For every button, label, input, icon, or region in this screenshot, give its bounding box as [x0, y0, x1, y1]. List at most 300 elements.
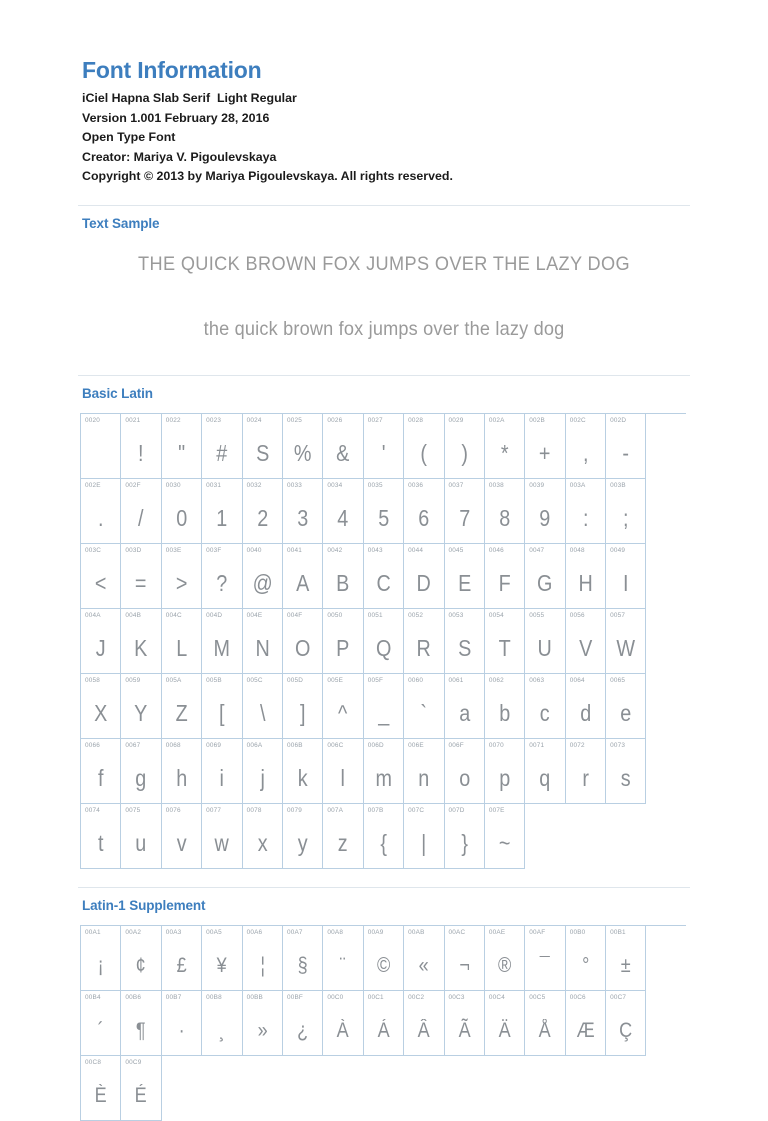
- glyph-codepoint-label: 003D: [125, 546, 142, 554]
- glyph-cell: [445, 926, 485, 991]
- glyph-codepoint-label: 0072: [569, 741, 585, 749]
- glyph-character: T: [498, 635, 511, 662]
- glyph-cell: [81, 414, 121, 479]
- glyph-character: h: [175, 765, 187, 792]
- glyph-cell: [566, 609, 606, 674]
- glyph-cell: [202, 674, 242, 739]
- glyph-character: ´: [97, 1019, 104, 1043]
- font-metadata-list: [78, 89, 690, 187]
- glyph-character: Z: [175, 700, 188, 727]
- glyph-cell: [323, 739, 363, 804]
- glyph-cell: [606, 739, 646, 804]
- glyph-codepoint-label: 007A: [327, 806, 344, 814]
- latin1-supplement-glyph-grid: [80, 925, 686, 1121]
- glyph-codepoint-label: 0028: [408, 416, 424, 424]
- glyph-cell: [445, 991, 485, 1056]
- glyph-cell: [243, 926, 283, 991]
- glyph-character: °: [581, 954, 589, 978]
- glyph-codepoint-label: 0061: [448, 676, 464, 684]
- glyph-codepoint-label: 0059: [125, 676, 141, 684]
- glyph-cell: [323, 479, 363, 544]
- glyph-character: =: [135, 570, 147, 597]
- glyph-character: L: [175, 635, 187, 662]
- glyph-character: c: [540, 700, 550, 727]
- glyph-character: §: [297, 954, 308, 978]
- glyph-codepoint-label: 0023: [206, 416, 222, 424]
- glyph-cell: [404, 804, 444, 869]
- glyph-codepoint-label: 004C: [165, 611, 182, 619]
- glyph-character: ¶: [136, 1019, 146, 1043]
- glyph-cell: [364, 804, 404, 869]
- glyph-character: l: [340, 765, 346, 792]
- glyph-cell: [606, 544, 646, 609]
- glyph-cell: [202, 804, 242, 869]
- glyph-character: ]: [299, 700, 306, 727]
- glyph-character: K: [134, 635, 148, 662]
- glyph-character: G: [537, 570, 553, 597]
- section-divider: [78, 375, 690, 376]
- glyph-cell: [606, 991, 646, 1056]
- glyph-cell: [283, 926, 323, 991]
- glyph-cell: [283, 479, 323, 544]
- glyph-codepoint-label: 0052: [408, 611, 424, 619]
- glyph-cell: [162, 804, 202, 869]
- glyph-character: r: [582, 765, 589, 792]
- glyph-cell: [243, 544, 283, 609]
- glyph-cell: [243, 609, 283, 674]
- glyph-cell: [283, 544, 323, 609]
- glyph-cell: [202, 414, 242, 479]
- glyph-cell: [525, 479, 565, 544]
- glyph-codepoint-label: 003F: [206, 546, 222, 554]
- glyph-cell: [162, 609, 202, 674]
- basic-latin-heading: Basic Latin: [82, 385, 153, 401]
- glyph-cell: [162, 479, 202, 544]
- glyph-character: £: [176, 954, 187, 978]
- glyph-character: t: [97, 830, 104, 857]
- glyph-cell: [81, 479, 121, 544]
- glyph-codepoint-label: 0045: [448, 546, 464, 554]
- glyph-codepoint-label: 0032: [246, 481, 262, 489]
- glyph-codepoint-label: 005D: [286, 676, 304, 684]
- glyph-codepoint-label: 00C6: [569, 993, 586, 1001]
- glyph-codepoint-label: 00A7: [286, 928, 303, 936]
- font-information-block: [78, 0, 690, 187]
- glyph-character: C: [376, 570, 391, 597]
- glyph-codepoint-label: 005C: [246, 676, 263, 684]
- glyph-cell: [121, 804, 161, 869]
- glyph-cell: [485, 544, 525, 609]
- glyph-codepoint-label: 002E: [85, 481, 101, 489]
- glyph-cell: [323, 991, 363, 1056]
- glyph-character: v: [176, 830, 187, 857]
- glyph-character: ±: [620, 954, 631, 978]
- glyph-codepoint-label: 006E: [408, 741, 424, 749]
- glyph-character: Æ: [576, 1019, 595, 1043]
- glyph-character: *: [500, 440, 509, 467]
- glyph-codepoint-label: 0075: [125, 806, 141, 814]
- glyph-character: ^: [338, 700, 348, 727]
- glyph-character: .: [97, 505, 104, 532]
- glyph-character: s: [620, 765, 631, 792]
- glyph-character: n: [418, 765, 430, 792]
- glyph-cell: [121, 609, 161, 674]
- glyph-cell: [404, 479, 444, 544]
- glyph-cell: [121, 674, 161, 739]
- glyph-codepoint-label: 00B4: [85, 993, 101, 1001]
- glyph-codepoint-label: 0040: [246, 546, 262, 554]
- glyph-character: \: [259, 700, 266, 727]
- glyph-character: Â: [417, 1019, 430, 1043]
- glyph-codepoint-label: 0035: [367, 481, 383, 489]
- glyph-codepoint-label: 00C4: [488, 993, 505, 1001]
- glyph-codepoint-label: 006B: [286, 741, 303, 749]
- glyph-cell: [364, 926, 404, 991]
- glyph-cell: [485, 739, 525, 804]
- glyph-character: H: [578, 570, 593, 597]
- glyph-character: Á: [377, 1019, 390, 1043]
- glyph-cell: [364, 991, 404, 1056]
- glyph-character: 0: [175, 505, 187, 532]
- glyph-cell: [606, 479, 646, 544]
- basic-latin-section: [78, 375, 690, 869]
- glyph-cell: [566, 991, 606, 1056]
- glyph-character: D: [416, 570, 431, 597]
- glyph-cell: [525, 609, 565, 674]
- glyph-cell: [445, 739, 485, 804]
- glyph-codepoint-label: 007C: [408, 806, 425, 814]
- glyph-cell: [404, 739, 444, 804]
- glyph-cell: [566, 674, 606, 739]
- glyph-codepoint-label: 00A3: [165, 928, 182, 936]
- text-sample-heading: Text Sample: [82, 215, 160, 231]
- glyph-codepoint-label: 004E: [246, 611, 263, 619]
- glyph-character: w: [214, 830, 230, 857]
- glyph-character: S: [255, 440, 269, 467]
- glyph-cell: [162, 544, 202, 609]
- glyph-character: P: [336, 635, 350, 662]
- glyph-character: !: [138, 440, 144, 467]
- glyph-cell: [162, 739, 202, 804]
- glyph-cell: [283, 804, 323, 869]
- glyph-codepoint-label: 0038: [488, 481, 504, 489]
- glyph-codepoint-label: 00C3: [448, 993, 465, 1001]
- glyph-character: I: [623, 570, 629, 597]
- glyph-codepoint-label: 006F: [448, 741, 464, 749]
- glyph-character: ¦: [259, 954, 265, 978]
- glyph-cell: [243, 479, 283, 544]
- latin1-supplement-heading: Latin-1 Supplement: [82, 897, 206, 913]
- glyph-cell: [445, 674, 485, 739]
- basic-latin-glyph-grid: [80, 413, 686, 869]
- glyph-cell: [525, 991, 565, 1056]
- text-sample-content: [78, 231, 690, 357]
- glyph-cell: [404, 414, 444, 479]
- glyph-codepoint-label: 0022: [165, 416, 181, 424]
- glyph-cell: [364, 479, 404, 544]
- glyph-cell: [81, 609, 121, 674]
- font-creator-line: Creator: Mariya V. Pigoulevskaya: [82, 149, 277, 164]
- glyph-codepoint-label: 0056: [569, 611, 585, 619]
- glyph-codepoint-label: 00C5: [529, 993, 546, 1001]
- glyph-cell: [323, 674, 363, 739]
- glyph-codepoint-label: 0060: [408, 676, 424, 684]
- glyph-codepoint-label: 003C: [85, 546, 102, 554]
- glyph-character: x: [257, 830, 268, 857]
- section-divider: [78, 887, 690, 888]
- glyph-character: o: [458, 765, 470, 792]
- glyph-cell: [525, 926, 565, 991]
- glyph-codepoint-label: 00AE: [488, 928, 506, 936]
- glyph-cell: [485, 804, 525, 869]
- glyph-codepoint-label: 0053: [448, 611, 464, 619]
- glyph-cell: [606, 674, 646, 739]
- glyph-cell: [323, 414, 363, 479]
- glyph-cell: [566, 739, 606, 804]
- glyph-character: b: [499, 700, 511, 727]
- glyph-cell: [445, 544, 485, 609]
- glyph-codepoint-label: 00B0: [569, 928, 586, 936]
- glyph-cell: [81, 674, 121, 739]
- glyph-cell: [485, 479, 525, 544]
- glyph-cell: [202, 479, 242, 544]
- glyph-character: Ä: [498, 1019, 511, 1043]
- glyph-codepoint-label: 0044: [408, 546, 424, 554]
- glyph-character: O: [294, 635, 311, 662]
- glyph-cell: [606, 609, 646, 674]
- glyph-codepoint-label: 0057: [610, 611, 626, 619]
- glyph-cell: [323, 609, 363, 674]
- glyph-codepoint-label: 004F: [286, 611, 303, 619]
- glyph-character: k: [297, 765, 308, 792]
- glyph-cell: [81, 544, 121, 609]
- glyph-cell: [243, 804, 283, 869]
- glyph-character: +: [539, 440, 551, 467]
- glyph-character: <: [94, 570, 107, 597]
- glyph-codepoint-label: 0078: [246, 806, 262, 814]
- glyph-character: (: [420, 440, 428, 467]
- glyph-codepoint-label: 0034: [327, 481, 343, 489]
- glyph-character: 4: [337, 505, 349, 532]
- glyph-cell: [404, 544, 444, 609]
- glyph-codepoint-label: 0039: [529, 481, 545, 489]
- glyph-cell: [283, 414, 323, 479]
- glyph-character: @: [252, 570, 273, 597]
- glyph-cell: [162, 991, 202, 1056]
- glyph-cell: [202, 739, 242, 804]
- uppercase-sample: THE QUICK BROWN FOX JUMPS OVER THE LAZY DOG: [138, 252, 630, 275]
- glyph-cell: [121, 991, 161, 1056]
- glyph-codepoint-label: 0030: [165, 481, 181, 489]
- glyph-codepoint-label: 0074: [85, 806, 101, 814]
- glyph-codepoint-label: 003A: [569, 481, 586, 489]
- glyph-character: -: [622, 440, 630, 467]
- glyph-cell: [566, 479, 606, 544]
- glyph-cell: [243, 991, 283, 1056]
- glyph-codepoint-label: 00C2: [408, 993, 425, 1001]
- glyph-character: »: [257, 1019, 268, 1043]
- glyph-codepoint-label: 005E: [327, 676, 344, 684]
- glyph-cell: [525, 739, 565, 804]
- glyph-codepoint-label: 004D: [206, 611, 223, 619]
- glyph-codepoint-label: 0069: [206, 741, 222, 749]
- glyph-codepoint-label: 0064: [569, 676, 585, 684]
- glyph-character: ¯: [540, 954, 550, 978]
- glyph-character: #: [216, 440, 228, 467]
- glyph-character: É: [135, 1084, 148, 1108]
- glyph-character: 6: [418, 505, 430, 532]
- glyph-character: V: [578, 635, 592, 662]
- glyph-cell: [525, 544, 565, 609]
- glyph-codepoint-label: 0024: [246, 416, 262, 424]
- glyph-cell: [81, 739, 121, 804]
- glyph-cell: [283, 991, 323, 1056]
- glyph-codepoint-label: 00A6: [246, 928, 263, 936]
- glyph-character: g: [135, 765, 147, 792]
- glyph-codepoint-label: 0046: [488, 546, 504, 554]
- glyph-character: A: [296, 570, 310, 597]
- text-sample-section: [78, 205, 690, 357]
- glyph-character: :: [582, 505, 589, 532]
- glyph-character: /: [138, 505, 144, 532]
- glyph-codepoint-label: 00A8: [327, 928, 344, 936]
- glyph-codepoint-label: 007D: [448, 806, 465, 814]
- glyph-character: X: [94, 700, 108, 727]
- glyph-character: q: [539, 765, 551, 792]
- glyph-cell: [81, 1056, 121, 1121]
- glyph-cell: [404, 926, 444, 991]
- glyph-character: ·: [178, 1019, 185, 1043]
- glyph-cell: [243, 414, 283, 479]
- glyph-codepoint-label: 002A: [488, 416, 505, 424]
- glyph-character: }: [460, 830, 468, 857]
- glyph-character: &: [336, 440, 350, 467]
- glyph-codepoint-label: 0065: [610, 676, 626, 684]
- glyph-cell: [445, 609, 485, 674]
- glyph-codepoint-label: 0033: [286, 481, 302, 489]
- glyph-codepoint-label: 00C1: [367, 993, 384, 1001]
- glyph-codepoint-label: 002C: [569, 416, 586, 424]
- glyph-character: %: [293, 440, 312, 467]
- glyph-codepoint-label: 00A1: [85, 928, 101, 936]
- section-divider: [78, 205, 690, 206]
- glyph-character: u: [135, 830, 147, 857]
- glyph-character: ~: [498, 830, 511, 857]
- glyph-character: ©: [376, 954, 391, 978]
- glyph-cell: [283, 609, 323, 674]
- glyph-codepoint-label: 0079: [286, 806, 302, 814]
- glyph-cell: [283, 674, 323, 739]
- glyph-character: Q: [375, 635, 392, 662]
- glyph-character: Ç: [619, 1019, 633, 1043]
- glyph-character: ¸: [218, 1019, 225, 1043]
- glyph-codepoint-label: 002F: [125, 481, 141, 489]
- glyph-character: 2: [256, 505, 268, 532]
- glyph-character: p: [499, 765, 511, 792]
- glyph-cell: [121, 544, 161, 609]
- font-name-line: iCiel Hapna Slab Serif Light Regular: [82, 91, 297, 106]
- glyph-cell: [485, 926, 525, 991]
- glyph-character: e: [620, 700, 632, 727]
- glyph-codepoint-label: 002B: [529, 416, 546, 424]
- glyph-character: 8: [499, 505, 511, 532]
- glyph-character: a: [458, 700, 470, 727]
- glyph-cell: [323, 804, 363, 869]
- glyph-cell: [525, 674, 565, 739]
- glyph-codepoint-label: 00A5: [206, 928, 222, 936]
- font-version-line: Version 1.001 February 28, 2016: [82, 110, 270, 125]
- glyph-codepoint-label: 0021: [125, 416, 141, 424]
- glyph-codepoint-label: 0025: [286, 416, 302, 424]
- glyph-codepoint-label: 0055: [529, 611, 545, 619]
- glyph-cell: [364, 544, 404, 609]
- glyph-cell: [121, 1056, 161, 1121]
- glyph-character: À: [337, 1019, 350, 1043]
- glyph-cell: [243, 674, 283, 739]
- glyph-cell: [445, 414, 485, 479]
- glyph-character: È: [94, 1084, 107, 1108]
- glyph-codepoint-label: 0068: [165, 741, 181, 749]
- glyph-character: z: [338, 830, 348, 857]
- font-copyright-line: Copyright © 2013 by Mariya Pigoulevskaya. All rights reserved.: [82, 169, 453, 184]
- glyph-character: d: [579, 700, 591, 727]
- glyph-cell: [81, 926, 121, 991]
- glyph-cell: [404, 609, 444, 674]
- glyph-character: B: [336, 570, 350, 597]
- glyph-character: 5: [377, 505, 389, 532]
- glyph-character: |: [421, 830, 427, 857]
- glyph-codepoint-label: 0058: [85, 676, 101, 684]
- lowercase-sample: the quick brown fox jumps over the lazy dog: [203, 317, 565, 340]
- glyph-cell: [364, 739, 404, 804]
- glyph-character: j: [260, 765, 265, 792]
- glyph-codepoint-label: 00AB: [408, 928, 425, 936]
- glyph-cell: [566, 414, 606, 479]
- glyph-codepoint-label: 0020: [85, 416, 101, 424]
- glyph-codepoint-label: 0031: [206, 481, 222, 489]
- glyph-character: ': [381, 440, 386, 467]
- glyph-character: [84, 434, 118, 474]
- glyph-character: _: [377, 700, 389, 727]
- glyph-codepoint-label: 00AF: [529, 928, 546, 936]
- glyph-codepoint-label: 0054: [488, 611, 504, 619]
- glyph-cell: [121, 739, 161, 804]
- glyph-cell: [202, 991, 242, 1056]
- glyph-character: ¢: [136, 954, 147, 978]
- glyph-codepoint-label: 0037: [448, 481, 464, 489]
- glyph-codepoint-label: 003B: [610, 481, 626, 489]
- glyph-character: {: [380, 830, 387, 857]
- glyph-codepoint-label: 00A2: [125, 928, 142, 936]
- glyph-codepoint-label: 0043: [367, 546, 383, 554]
- glyph-character: [: [219, 700, 225, 727]
- glyph-character: M: [213, 635, 231, 662]
- glyph-codepoint-label: 0070: [488, 741, 504, 749]
- glyph-codepoint-label: 00C0: [327, 993, 344, 1001]
- glyph-character: Ã: [458, 1019, 471, 1043]
- glyph-codepoint-label: 0051: [367, 611, 383, 619]
- glyph-character: ¿: [297, 1019, 309, 1043]
- glyph-character: ;: [623, 505, 629, 532]
- glyph-cell: [202, 544, 242, 609]
- glyph-codepoint-label: 0063: [529, 676, 545, 684]
- glyph-codepoint-label: 00B7: [165, 993, 182, 1001]
- glyph-character: F: [498, 570, 511, 597]
- glyph-cell: [121, 414, 161, 479]
- glyph-codepoint-label: 0077: [206, 806, 222, 814]
- glyph-character: S: [457, 635, 471, 662]
- glyph-cell: [202, 609, 242, 674]
